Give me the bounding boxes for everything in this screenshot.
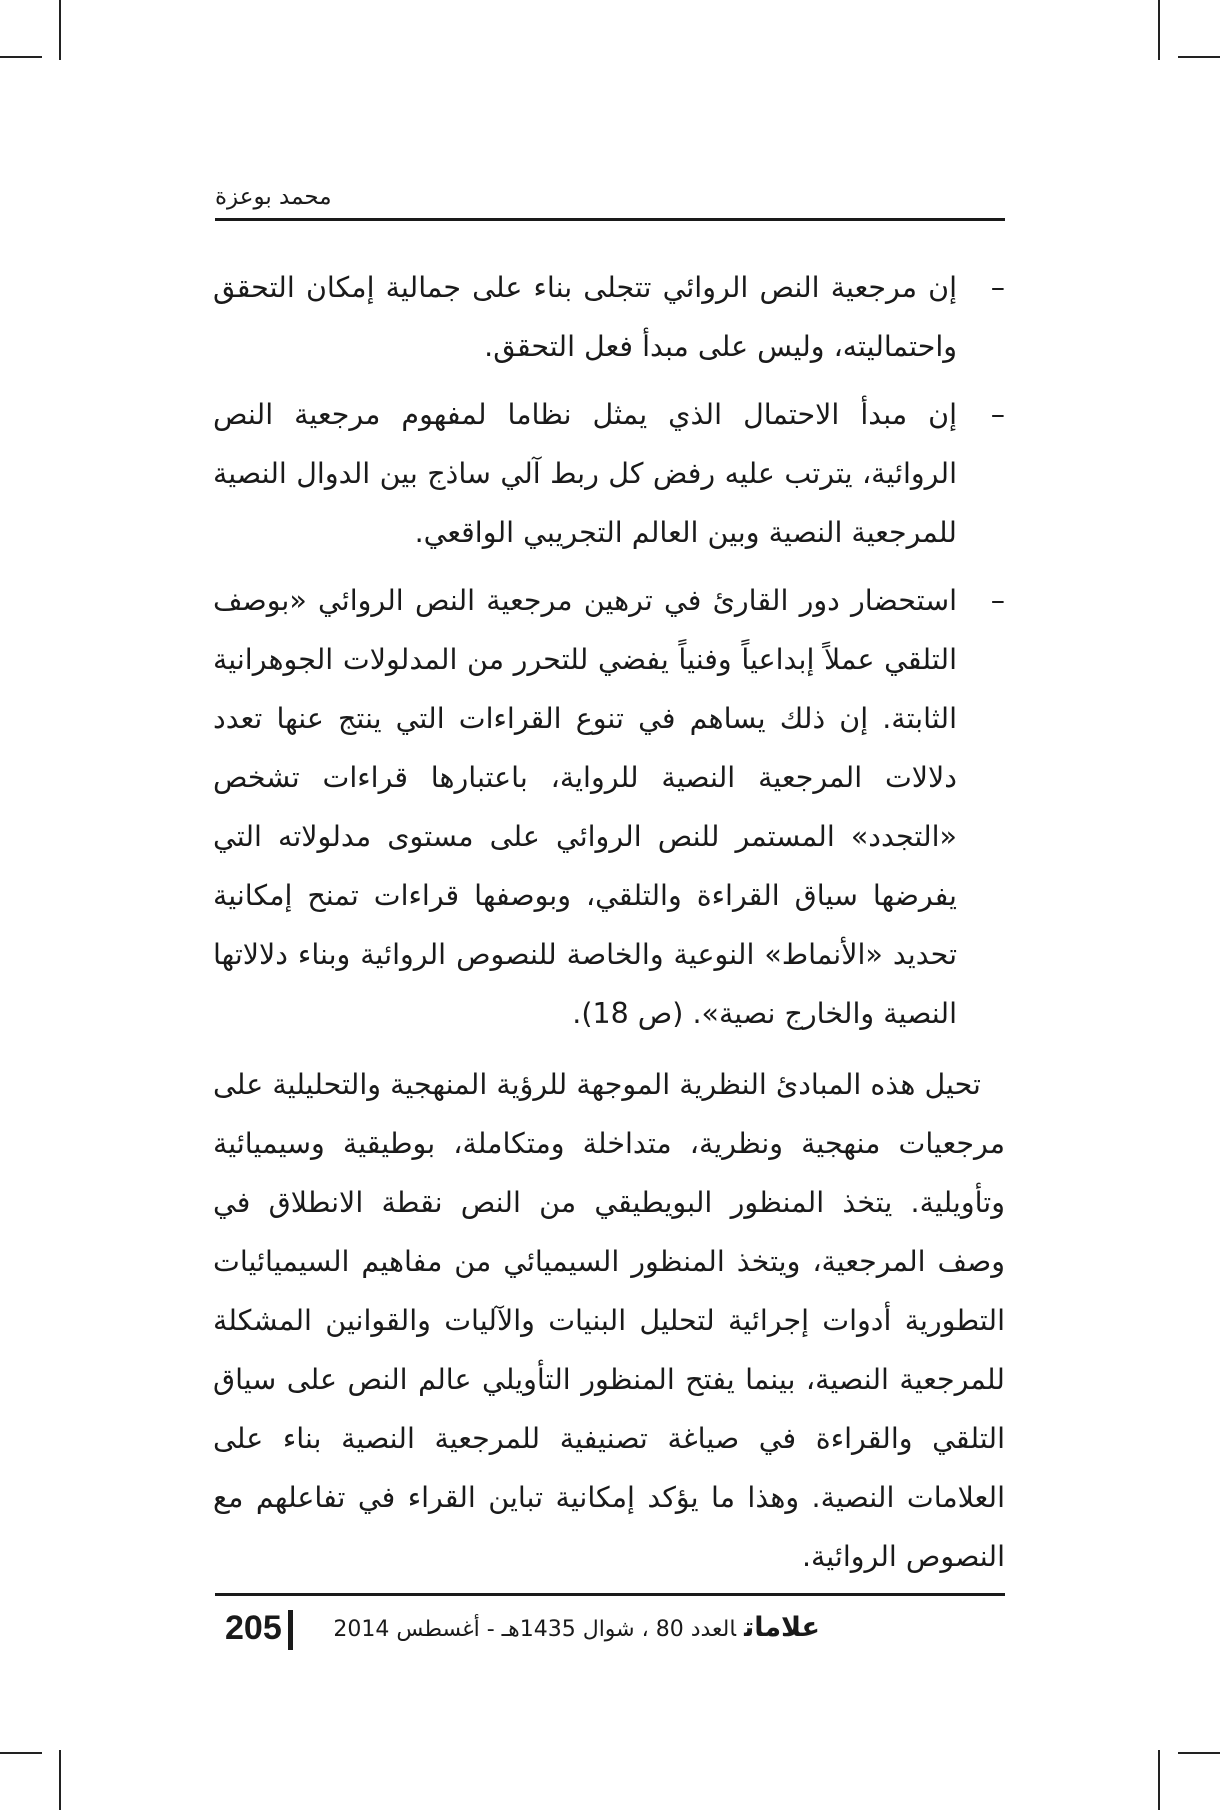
bullet-item bbox=[213, 571, 1005, 1043]
page-number: 205 bbox=[225, 1609, 282, 1647]
bullet-dash: – bbox=[990, 584, 1005, 617]
bullet-dash: – bbox=[990, 398, 1005, 431]
issue-text: العدد 80 ، شوال 1435هـ - أغسطس 2014 bbox=[333, 1617, 737, 1642]
crop-mark bbox=[1158, 1750, 1160, 1810]
running-head bbox=[215, 172, 1005, 221]
page-footer bbox=[215, 1606, 820, 1650]
bullet-item bbox=[213, 258, 1005, 376]
issue-info bbox=[301, 1606, 820, 1652]
crop-mark bbox=[1178, 1752, 1220, 1754]
crop-mark bbox=[1158, 0, 1160, 60]
footer-separator bbox=[288, 1610, 293, 1650]
page-content bbox=[213, 258, 1005, 1615]
body-paragraph: تحيل هذه المبادئ النظرية الموجهة للرؤية المنهجية والتحليلية على مرجعيات منهجية ونظرية، متداخلة ومتكاملة، بوطيقية وسيميائية وتأويلية. يتخذ المنظور البويطيقي من النص نقطة الانطلاق في وصف المرجعية، ويتخذ المنظور السيميائي من مفاهيم السيميائيات التطورية أدوات إجرائية لتحليل البنيات والآليات والقوانين المشكلة للمرجعية النصية، بينما يفتح المنظور التأويلي عالم النص على سياق التلقي والقراءة في صياغة تصنيفية للمرجعية النصية بناء على العلامات النصية. وهذا ما يؤكد إمكانية تباين القراء في تفاعلهم مع النصوص الروائية. bbox=[213, 1068, 1005, 1573]
bullet-text: إن مرجعية النص الروائي تتجلى بناء على جمالية إمكان التحقق واحتماليته، وليس على مبدأ فعل التحقق. bbox=[213, 271, 957, 363]
author-name: محمد بوعزة bbox=[215, 184, 332, 210]
footer-rule bbox=[215, 1593, 1005, 1596]
crop-mark bbox=[59, 1750, 61, 1810]
bullet-text: استحضار دور القارئ في ترهين مرجعية النص الروائي «بوصف التلقي عملاً إبداعياً وفنياً يفضي للتحرر من المدلولات الجوهرانية الثابتة. إن ذلك يساهم في تنوع القراءات التي ينتج عنها تعدد دلالات المرجعية النصية للرواية، باعتبارها قراءات تشخص «التجدد» المستمر للنص الروائي على مستوى مدلولاته التي يفرضها سياق القراءة والتلقي، وبوصفها قراءات تمنح إمكانية تحديد «الأنماط» النوعية والخاصة للنصوص الروائية وبناء دلالاتها النصية والخارج نصية». (ص 18). bbox=[213, 584, 957, 1030]
crop-mark bbox=[59, 0, 61, 60]
journal-name: علامات bbox=[744, 1612, 820, 1643]
bullet-dash: – bbox=[990, 271, 1005, 304]
bullet-item bbox=[213, 385, 1005, 562]
bullet-text: إن مبدأ الاحتمال الذي يمثل نظاما لمفهوم مرجعية النص الروائية، يترتب عليه رفض كل ربط آلي ساذج بين الدوال النصية للمرجعية النصية وبين العالم التجريبي الواقعي. bbox=[213, 398, 957, 549]
crop-mark bbox=[0, 1752, 42, 1754]
crop-mark bbox=[1178, 56, 1220, 58]
crop-mark bbox=[0, 56, 42, 58]
